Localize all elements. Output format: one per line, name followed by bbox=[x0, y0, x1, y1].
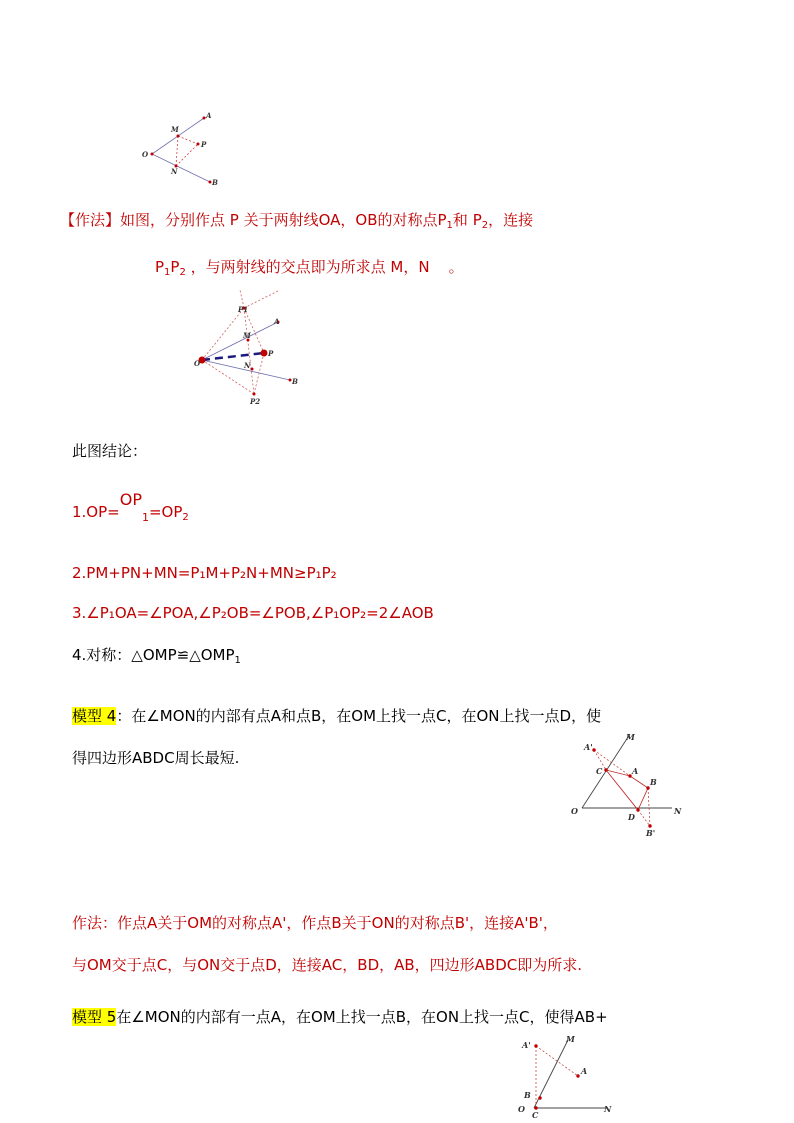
fig2-label-o: O bbox=[194, 359, 201, 368]
model4-tag: 模型 4 bbox=[72, 707, 117, 725]
m5-label-b: B bbox=[524, 1090, 531, 1100]
model5-diagram bbox=[508, 1032, 628, 1120]
model4-method-1: 作法：作点A关于OM的对称点A'，作点B关于ON的对称点B'，连接A'B'， bbox=[72, 914, 558, 932]
conclusion-4: 4.对称：$\triangle OMP≌\triangle OMP_1$ bbox=[72, 646, 241, 666]
model4-text-2: 得四边形ABDC周长最短. bbox=[72, 749, 240, 767]
m4-label-c: C bbox=[596, 766, 603, 776]
m5-label-o: O bbox=[518, 1104, 525, 1114]
m4-label-o: O bbox=[571, 806, 578, 816]
m4-label-d: D bbox=[628, 812, 635, 822]
fig1-label-b: B bbox=[212, 178, 218, 187]
m5-label-n: N bbox=[604, 1104, 612, 1114]
fig2-label-p: P bbox=[268, 349, 274, 358]
conclusion-2: 2.PM+PN+MN=P₁M+P₂N+MN≥P₁P₂ bbox=[72, 564, 337, 582]
conclusion-3: 3.∠P₁OA=∠POA,∠P₂OB=∠POB,∠P₁OP₂=2∠AOB bbox=[72, 604, 434, 622]
m5-label-m: M bbox=[566, 1034, 575, 1044]
fig1-label-o: O bbox=[142, 150, 149, 159]
m5-label-a: A bbox=[581, 1066, 588, 1076]
fig1-label-m: M bbox=[171, 125, 179, 134]
fig1-label-a: A bbox=[206, 111, 212, 120]
method-line-1: 【作法】如图，分别作点 P 关于两射线OA，OB的对称点$P_1$和 $P_2$，连接 bbox=[60, 211, 534, 231]
m4-label-a: A bbox=[632, 766, 639, 776]
m4-label-b1: B' bbox=[646, 828, 656, 838]
fig2-label-m: M bbox=[243, 331, 251, 340]
m4-label-a1: A' bbox=[584, 742, 593, 752]
fig2-label-b: B bbox=[292, 377, 298, 386]
m4-label-n: N bbox=[674, 806, 682, 816]
model5-tag: 模型 5 bbox=[72, 1008, 117, 1026]
m5-label-c: C bbox=[532, 1110, 539, 1120]
method-bracket: 【作法】 bbox=[60, 211, 121, 229]
fig2-label-a: A bbox=[274, 317, 280, 326]
figure-1-diagram bbox=[138, 108, 228, 188]
model5-text-1: 模型 5在∠MON的内部有一点A，在OM上找一点B，在ON上找一点C，使得AB+ bbox=[72, 1008, 608, 1026]
method-line-2: $P_1P_2$ ，与两射线的交点即为所求点 M，N 。 bbox=[155, 258, 464, 278]
fig1-label-n: N bbox=[171, 167, 178, 176]
conclusion-1: $1.OP=OP_1=OP_2$ bbox=[72, 490, 189, 524]
m5-label-a1: A' bbox=[522, 1040, 531, 1050]
method-text: 如图，分别作点 P 关于两射线OA，OB的对称点P bbox=[120, 211, 447, 229]
figure-2-diagram bbox=[190, 290, 310, 408]
fig2-label-n: N bbox=[244, 361, 251, 370]
model4-text-1: 模型 4：在∠MON的内部有点A和点B，在OM上找一点C，在ON上找一点D，使 bbox=[72, 707, 602, 725]
fig2-label-p1: P1 bbox=[238, 305, 249, 314]
model4-diagram bbox=[566, 730, 686, 840]
conclusion-title: 此图结论： bbox=[72, 442, 148, 460]
m4-label-b: B bbox=[650, 777, 657, 787]
m4-label-m: M bbox=[626, 732, 635, 742]
model4-method-2: 与OM交于点C，与ON交于点D，连接AC，BD，AB，四边形ABDC即为所求. bbox=[72, 956, 583, 974]
fig1-label-p: P bbox=[201, 140, 207, 149]
fig2-label-p2: P2 bbox=[250, 397, 261, 406]
